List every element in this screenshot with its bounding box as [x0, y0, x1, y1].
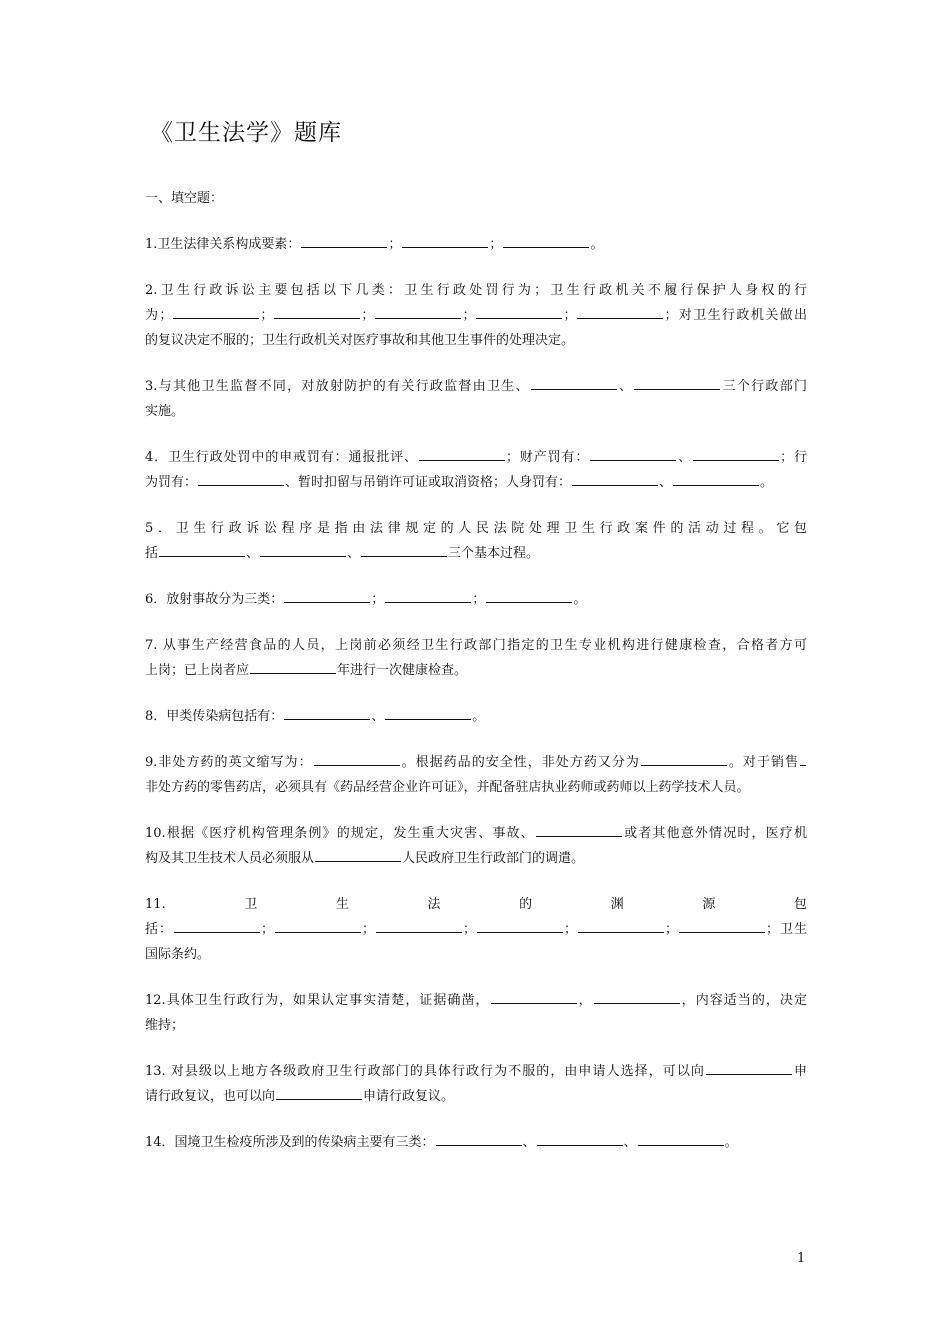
- answer-blank: [577, 304, 663, 319]
- question-text: 人民政府卫生行政部门的调遣。: [402, 851, 585, 866]
- question-text: 实施。: [145, 404, 185, 419]
- question-item: [145, 1130, 807, 1155]
- question-text: 、: [371, 709, 385, 724]
- question-text: 13. 对县级以上地方各级政府卫生行政部门的具体行政行为不服的，由申请人选择，可以向: [145, 1064, 705, 1079]
- answer-blank: [673, 471, 759, 486]
- answer-blank: [250, 659, 336, 674]
- document-title: 《卫生法学》题库: [150, 120, 342, 146]
- answer-blank: [641, 751, 727, 766]
- question-line: [145, 917, 807, 942]
- question-text: ，: [577, 993, 593, 1008]
- question-text: ；对卫生行政机关做出: [664, 308, 807, 323]
- answer-blank: [706, 1060, 792, 1075]
- answer-blank: [173, 304, 259, 319]
- answer-blank: [385, 705, 471, 720]
- question-line: [145, 1013, 807, 1038]
- question-line: [145, 374, 807, 399]
- answer-blank: [385, 588, 471, 603]
- answer-blank: [800, 751, 806, 766]
- question-text: 6．放射事故分为三类：: [145, 592, 284, 607]
- question-text: 申: [792, 1064, 807, 1079]
- answer-blank: [361, 542, 447, 557]
- question-text: 。: [760, 475, 774, 490]
- question-line: [145, 445, 807, 470]
- answer-blank: [315, 847, 401, 862]
- question-item: [145, 750, 807, 800]
- question-line: [145, 328, 807, 353]
- answer-blank: [638, 1131, 724, 1146]
- answer-blank: [491, 989, 577, 1004]
- answer-blank: [284, 705, 370, 720]
- question-item: [145, 516, 807, 566]
- question-line: [145, 846, 807, 871]
- question-text: 。: [590, 237, 604, 252]
- question-text: 的复议决定不服的；卫生行政机关对医疗事故和其他卫生事件的处理决定。: [145, 333, 575, 348]
- answer-blank: [531, 375, 617, 390]
- question-text: 为罚有：: [145, 475, 198, 490]
- question-text: 11.卫生法的渊源包: [145, 897, 807, 912]
- question-item: [145, 445, 807, 495]
- question-text: 10.根据《医疗机构管理条例》的规定，发生重大灾害、事故、: [145, 826, 535, 841]
- question-line: [145, 750, 807, 775]
- question-item: [145, 821, 807, 871]
- answer-blank: [436, 1131, 522, 1146]
- question-text: ；卫生: [766, 922, 807, 937]
- question-text: ；: [564, 922, 578, 937]
- question-text: ；: [361, 308, 375, 323]
- answer-blank: [274, 304, 360, 319]
- question-text: 维持；: [145, 1018, 185, 1033]
- question-text: 请行政复议，也可以向: [145, 1089, 276, 1104]
- question-item: [145, 374, 807, 424]
- question-line: [145, 988, 807, 1013]
- question-line: [145, 704, 807, 729]
- question-text: 、: [522, 1135, 536, 1150]
- question-item: [145, 232, 807, 257]
- question-text: 、: [659, 475, 673, 490]
- answer-blank: [276, 1085, 362, 1100]
- question-text: ；: [462, 922, 476, 937]
- question-text: 年进行一次健康检查。: [337, 663, 468, 678]
- question-item: [145, 633, 807, 683]
- question-text: ；: [462, 308, 476, 323]
- answer-blank: [174, 918, 260, 933]
- question-text: 、: [677, 450, 693, 465]
- question-item: [145, 704, 807, 729]
- question-text: 或者其他意外情况时，医疗机: [622, 826, 807, 841]
- question-line: [145, 892, 807, 917]
- question-text: 三个基本过程。: [448, 546, 540, 561]
- question-text: 非处方药的零售药店，必须具有《药品经营企业许可证》，并配备驻店执业药师或药师以上药学技术人员。: [145, 780, 750, 795]
- answer-blank: [679, 918, 765, 933]
- question-text: 括: [145, 546, 159, 561]
- section-heading: 一、填空题：: [145, 191, 224, 206]
- question-line: [145, 1059, 807, 1084]
- answer-blank: [376, 918, 462, 933]
- answer-blank: [198, 471, 284, 486]
- question-text: 14．国境卫生检疫所涉及到的传染病主要有三类：: [145, 1135, 435, 1150]
- question-text: ；: [563, 308, 577, 323]
- question-text: 5．卫生行政诉讼程序是指由法律规定的人民法院处理卫生行政案件的活动过程。它包: [145, 521, 807, 536]
- question-line: [145, 633, 807, 658]
- document-body: [145, 186, 807, 1155]
- question-item: [145, 1059, 807, 1109]
- question-line: [145, 278, 807, 303]
- answer-blank: [477, 918, 563, 933]
- answer-blank: [419, 446, 505, 461]
- answer-blank: [301, 233, 387, 248]
- question-item: [145, 892, 807, 967]
- question-item: [145, 278, 807, 353]
- answer-blank: [572, 471, 658, 486]
- question-line: [145, 821, 807, 846]
- answer-blank: [260, 542, 346, 557]
- answer-blank: [375, 304, 461, 319]
- question-text: ；: [472, 592, 486, 607]
- question-text: 8．甲类传染病包括有：: [145, 709, 284, 724]
- answer-blank: [275, 918, 361, 933]
- question-text: 1.卫生法律关系构成要素：: [145, 237, 301, 252]
- answer-blank: [578, 918, 664, 933]
- question-line: [145, 399, 807, 424]
- answer-blank: [590, 446, 676, 461]
- answer-blank: [486, 588, 572, 603]
- answer-blank: [693, 446, 779, 461]
- question-text: 9.非处方药的英文缩写为：: [145, 755, 313, 770]
- question-line: [145, 470, 807, 495]
- question-text: 2.卫生行政诉讼主要包括以下几类：卫生行政处罚行为；卫生行政机关不履行保护人身权的行: [145, 283, 807, 298]
- question-line: [145, 303, 807, 328]
- answer-blank: [284, 588, 370, 603]
- question-item: [145, 988, 807, 1038]
- question-text: ；: [489, 237, 503, 252]
- question-text: 。: [573, 592, 587, 607]
- question-text: 括：: [145, 922, 173, 937]
- question-line: [145, 942, 807, 967]
- question-text: 、暂时扣留与吊销许可证或取消资格；人身罚有：: [285, 475, 572, 490]
- question-line: [145, 775, 807, 800]
- question-text: 4．卫生行政处罚中的申戒罚有：通报批评、: [145, 450, 418, 465]
- question-text: 、: [623, 1135, 637, 1150]
- question-text: 。根据药品的安全性，非处方药又分为: [400, 755, 640, 770]
- question-text: 。对于销售: [727, 755, 799, 770]
- question-text: 12.具体卫生行政行为，如果认定事实清楚，证据确凿，: [145, 993, 490, 1008]
- question-text: 申请行政复议。: [363, 1089, 455, 1104]
- question-line: [145, 541, 807, 566]
- answer-blank: [314, 751, 400, 766]
- answer-blank: [402, 233, 488, 248]
- question-text: 3.与其他卫生监督不同，对放射防护的有关行政监督由卫生、: [145, 379, 530, 394]
- question-line: [145, 232, 807, 257]
- question-text: 、: [246, 546, 260, 561]
- answer-blank: [594, 989, 680, 1004]
- question-line: [145, 658, 807, 683]
- question-text: 三个行政部门: [721, 379, 807, 394]
- question-text: ；: [260, 922, 274, 937]
- question-list: [145, 232, 807, 1155]
- question-text: ；: [361, 922, 375, 937]
- question-text: ；财产罚有：: [505, 450, 590, 465]
- question-text: 、: [617, 379, 634, 394]
- question-text: 国际条约。: [145, 947, 211, 962]
- answer-blank: [503, 233, 589, 248]
- question-text: ；: [260, 308, 274, 323]
- question-text: ，内容适当的，决定: [680, 993, 807, 1008]
- page-number: 1: [797, 1251, 806, 1266]
- question-line: [145, 1130, 807, 1155]
- question-text: 构及其卫生技术人员必须服从: [145, 851, 315, 866]
- answer-blank: [159, 542, 245, 557]
- question-text: 7. 从事生产经营食品的人员，上岗前必须经卫生行政部门指定的卫生专业机构进行健康检查，合格者方可: [145, 638, 807, 653]
- question-text: ；: [371, 592, 385, 607]
- question-text: ；行: [780, 450, 807, 465]
- question-line: [145, 516, 807, 541]
- question-text: ；: [665, 922, 679, 937]
- question-text: 。: [472, 709, 486, 724]
- answer-blank: [536, 822, 622, 837]
- question-text: 。: [724, 1135, 738, 1150]
- question-text: ；: [388, 237, 402, 252]
- answer-blank: [537, 1131, 623, 1146]
- question-text: 上岗；已上岗者应: [145, 663, 250, 678]
- question-text: 为；: [145, 308, 173, 323]
- question-item: [145, 587, 807, 612]
- question-line: [145, 587, 807, 612]
- answer-blank: [634, 375, 720, 390]
- question-text: 、: [347, 546, 361, 561]
- answer-blank: [476, 304, 562, 319]
- question-line: [145, 1084, 807, 1109]
